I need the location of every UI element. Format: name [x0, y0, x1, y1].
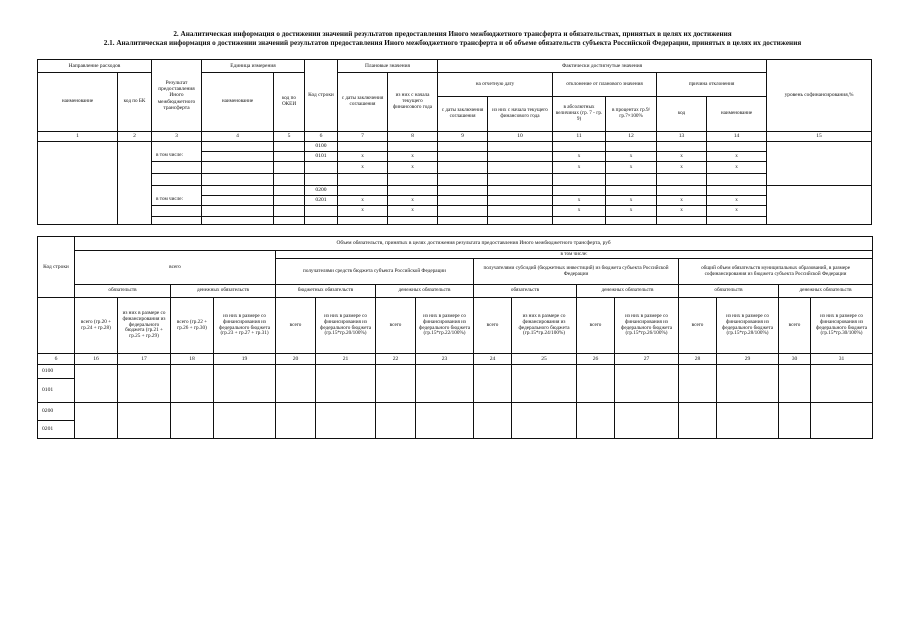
- header-planned: Плановые значения: [338, 60, 438, 73]
- header-okei: код по ОКЕИ: [274, 73, 305, 132]
- header-name: наименование: [38, 73, 118, 132]
- header-municipal: общий объем обязательств муниципальных образований, в размере софинансирования из бюджета субъекта Российской Федерации: [679, 259, 873, 285]
- obligations-table: [37, 236, 873, 439]
- header-subsidy-recipients: получателями субсидий (бюджетных инвестиций) из бюджета субъекта Российской Федерации: [474, 259, 679, 285]
- header-obligations-volume: Объем обязательств, принятых в целях достижения результата предоставления Иного межбюджетного трансферта, руб: [75, 237, 873, 251]
- header-plan-from-agreement: с даты заключения соглашения: [338, 73, 388, 132]
- table-row: [38, 162, 872, 174]
- header-col-25: из них в размере со финансирования из федерального бюджета (гр.15*гр.24/100%): [512, 298, 577, 354]
- column-number: 20: [276, 354, 316, 365]
- header-on-date-from-agreement: с даты заключения соглашения: [438, 97, 488, 132]
- table-row: [38, 186, 872, 196]
- header-actual: Фактически достигнутые значения: [438, 60, 767, 73]
- x-mark: x: [388, 162, 438, 174]
- x-mark: x: [606, 152, 657, 162]
- header-unit-name: наименование: [202, 73, 274, 132]
- header-col-22: всего: [376, 298, 416, 354]
- column-number: 19: [214, 354, 276, 365]
- x-mark: x: [338, 206, 388, 217]
- x-mark: x: [606, 162, 657, 174]
- column-number: 4: [202, 132, 274, 142]
- header-col-19: из них в размере со финансирования из федерального бюджета (гр.23 + гр.27 + гр.31): [214, 298, 276, 354]
- x-mark: x: [707, 152, 767, 162]
- bk-code-cell: [118, 142, 152, 225]
- table-row: [38, 152, 872, 162]
- x-mark: x: [553, 206, 606, 217]
- x-mark: x: [657, 152, 707, 162]
- header-cofinancing: уровень софинансирования,%: [767, 60, 872, 132]
- column-number: 11: [553, 132, 606, 142]
- row-code: 0200: [305, 186, 338, 196]
- table-row: [38, 206, 872, 217]
- column-number: 13: [657, 132, 707, 142]
- subsection-title: 2.1. Аналитическая информация о достижении значений результатов предоставления Иного межбюджетного трансферта и об объеме обязательств субъекта Российской Федерации, принятых в целях их достижения: [103, 39, 802, 47]
- x-mark: x: [657, 162, 707, 174]
- header-row-code-cont: [38, 298, 75, 354]
- header-on-date-from-year: из них с начала текущего финансового года: [488, 97, 553, 132]
- column-number: 18: [171, 354, 214, 365]
- header-col-27: из них в размере со финансирования из федерального бюджета (гр.15*гр.26/100%): [615, 298, 679, 354]
- x-mark: x: [388, 206, 438, 217]
- header-col-28: всего: [679, 298, 717, 354]
- header-budget-obligations: бюджетных обязательств: [276, 285, 376, 298]
- column-number: 5: [274, 132, 305, 142]
- header-row-code: Код строки: [38, 237, 75, 298]
- cofinancing-cell: [767, 142, 872, 186]
- row-code: 0100: [38, 365, 75, 379]
- row-code: 0100: [305, 142, 338, 152]
- column-number: 21: [316, 354, 376, 365]
- row-code: 0200: [38, 403, 75, 421]
- x-mark: x: [707, 206, 767, 217]
- header-col-21: из них в размере со финансирования из федерального бюджета (гр.15*гр.20/100%): [316, 298, 376, 354]
- cofinancing-cell: [767, 186, 872, 225]
- header-on-date: на отчетную дату: [438, 73, 553, 97]
- table-row: [38, 403, 873, 421]
- column-number: 10: [488, 132, 553, 142]
- x-mark: x: [338, 152, 388, 162]
- header-col-18: всего (гр.22 + гр.26 + гр.30): [171, 298, 214, 354]
- header-money-obligations: денежных обязательств: [376, 285, 474, 298]
- column-number: 6: [38, 354, 75, 365]
- header-obligations: обязательств: [679, 285, 779, 298]
- row-code: 0101: [305, 152, 338, 162]
- x-mark: x: [338, 162, 388, 174]
- header-col-16: всего (гр.20 + гр.24 + гр.28): [75, 298, 118, 354]
- x-mark: x: [606, 206, 657, 217]
- table-row: [38, 142, 872, 152]
- header-col-29: из них в размере со финансирования из федерального бюджета (гр.15*гр.28/100%): [717, 298, 779, 354]
- header-col-17: из них в размере со финансирования из федерального бюджета (гр.21 + гр.25 + гр.29): [118, 298, 171, 354]
- header-col-24: всего: [474, 298, 512, 354]
- header-deviation: отклонение от планового значения: [553, 73, 657, 97]
- header-col-31: из них в размере со финансирования из федерального бюджета (гр.15*гр.30/100%): [811, 298, 873, 354]
- x-mark: x: [553, 152, 606, 162]
- column-number: 17: [118, 354, 171, 365]
- header-direction: Направление расходов: [38, 60, 152, 73]
- incl-label: в том числе:: [152, 152, 202, 162]
- header-from-budget: получателями средств бюджета субъекта Российской Федерации: [276, 259, 474, 285]
- header-unit: Единица измерения: [202, 60, 305, 73]
- header-reason-code: код: [657, 97, 707, 132]
- results-table: [37, 59, 872, 225]
- column-number: 6: [305, 132, 338, 142]
- row-code: 0201: [305, 196, 338, 206]
- header-reason-name: наименование: [707, 97, 767, 132]
- column-number: 24: [474, 354, 512, 365]
- direction-name-cell: [38, 142, 118, 225]
- column-number: 3: [152, 132, 202, 142]
- column-number: 12: [606, 132, 657, 142]
- column-number: 7: [338, 132, 388, 142]
- header-col-20: всего: [276, 298, 316, 354]
- x-mark: x: [553, 196, 606, 206]
- header-money-obligations: денежных обязательств: [779, 285, 873, 298]
- header-deviation-abs: в абсолютных величинах (гр. 7 - гр. 9): [553, 97, 606, 132]
- column-number: 16: [75, 354, 118, 365]
- header-total: всего: [75, 251, 276, 285]
- incl-label: в том числе:: [152, 196, 202, 206]
- column-number: 28: [679, 354, 717, 365]
- x-mark: x: [553, 162, 606, 174]
- header-deviation-pct: в процентах гр.9/гр.7×100%: [606, 97, 657, 132]
- column-number: 26: [577, 354, 615, 365]
- header-result: Результат предоставления Иного межбюджетного трансферта: [152, 60, 202, 132]
- section-title: 2. Аналитическая информация о достижении значений результатов предоставления Иного межбюджетного трансферта и обязательствах, принятых в целях их достижения: [173, 30, 732, 38]
- header-obligations: обязательств: [474, 285, 577, 298]
- table-row: [38, 174, 872, 186]
- header-row-code: Код строки: [305, 60, 338, 132]
- x-mark: x: [338, 196, 388, 206]
- column-number: 22: [376, 354, 416, 365]
- column-number: 29: [717, 354, 779, 365]
- column-number: 2: [118, 132, 152, 142]
- row-code: 0101: [38, 379, 75, 403]
- header-col-26: всего: [577, 298, 615, 354]
- header-money-obligations: денежных обязательств: [577, 285, 679, 298]
- column-number: 25: [512, 354, 577, 365]
- header-including: в том числе:: [276, 251, 873, 259]
- column-number: 9: [438, 132, 488, 142]
- x-mark: x: [657, 206, 707, 217]
- row-code: 0201: [38, 421, 75, 439]
- header-col-23: из них в размере со финансирования из федерального бюджета (гр.15*гр.22/100%): [416, 298, 474, 354]
- table-row: [38, 365, 873, 379]
- column-number: 27: [615, 354, 679, 365]
- x-mark: x: [388, 152, 438, 162]
- header-bk-code: код по БК: [118, 73, 152, 132]
- x-mark: x: [657, 196, 707, 206]
- x-mark: x: [388, 196, 438, 206]
- header-money-obligations: денежных обязательств: [171, 285, 276, 298]
- header-reason: причина отклонения: [657, 73, 767, 97]
- column-number: 8: [388, 132, 438, 142]
- header-obligations: обязательств: [75, 285, 171, 298]
- column-number: 31: [811, 354, 873, 365]
- table-row: [38, 217, 872, 225]
- column-number: 15: [767, 132, 872, 142]
- table-row: [38, 196, 872, 206]
- x-mark: x: [707, 196, 767, 206]
- column-number: 14: [707, 132, 767, 142]
- header-col-30: всего: [779, 298, 811, 354]
- column-number: 30: [779, 354, 811, 365]
- x-mark: x: [606, 196, 657, 206]
- x-mark: x: [707, 162, 767, 174]
- header-plan-from-year: из них с начала текущего финансового года: [388, 73, 438, 132]
- column-number: 23: [416, 354, 474, 365]
- column-number: 1: [38, 132, 118, 142]
